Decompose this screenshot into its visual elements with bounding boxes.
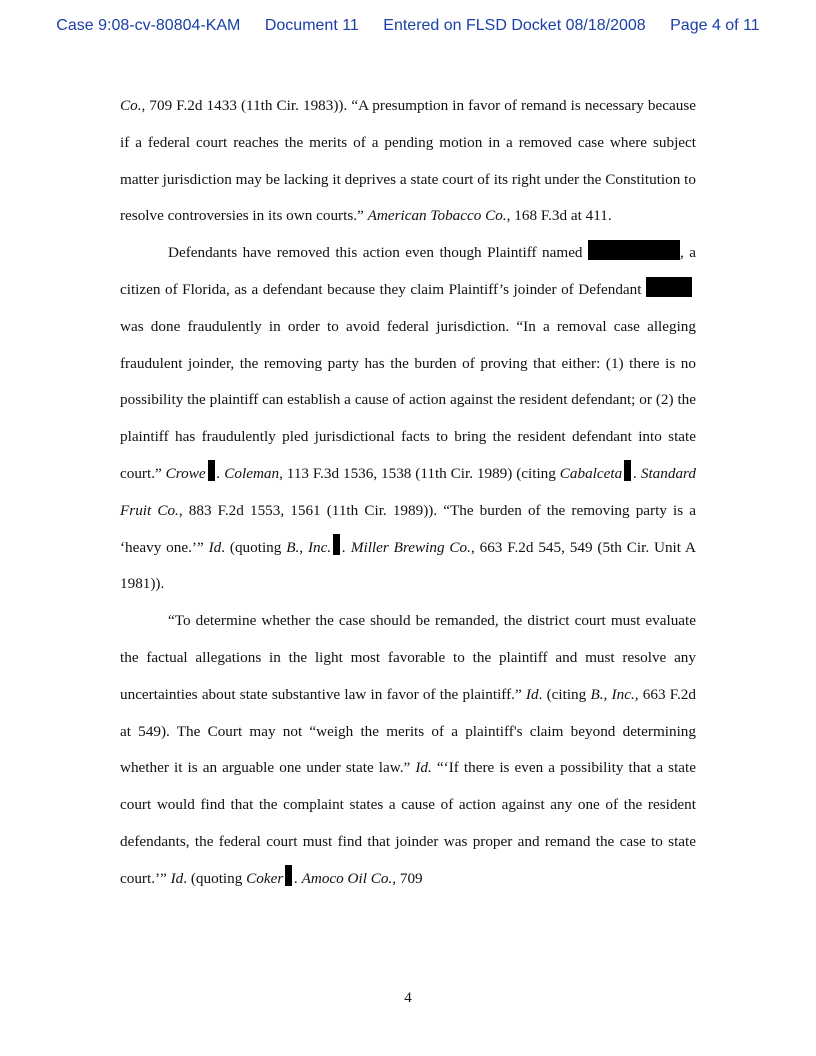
text-run: “‘If there is even a possibility that a state court would find that the complaint states a cause of action against any one of the resident defendants, the federal court must find that joinder was proper and remand the case to state court.’”: [120, 759, 696, 887]
citation: Id: [208, 538, 222, 556]
citation: American Tobacco Co.: [367, 207, 507, 225]
case-number: Case 9:08-cv-80804-KAM: [56, 17, 241, 34]
text-run: , 883 F.2d 1553, 1561 (11th Cir. 1989)). “The burden of the removing party is a ‘heavy one.’”: [120, 501, 696, 556]
text-run: , 663 F.2d 545, 549 (5th Cir. Unit A 1981)).: [120, 538, 696, 593]
page-of-pages: Page 4 of 11: [670, 17, 760, 34]
citation: Crowe: [165, 464, 206, 482]
text-run: Defendants have removed this action even though Plaintiff named: [168, 244, 588, 262]
citation: B., Inc.: [286, 538, 332, 556]
redaction-box: [285, 865, 292, 886]
paragraph-1: [120, 88, 696, 235]
text-run: , a citizen of Florida, as a defendant because they claim Plaintiff’s joinder of Defendant: [120, 244, 696, 298]
document-number: Document 11: [264, 17, 359, 34]
citation: . Standard Fruit Co.: [120, 464, 696, 519]
citation: Id: [525, 685, 539, 703]
citation: Co.: [120, 97, 142, 114]
text-run: , 709 F.2d 1433 (11th Cir. 1983)). “A presumption in favor of remand is necessary because if a federal court reaches the merits of a pending motion in a removed case where subject matter jurisdiction may be lacking it deprives a state court of its right under the Constitution to resolve controversies in its own courts.”: [120, 97, 696, 225]
text-run: , 709: [392, 869, 423, 887]
citation: B., Inc.,: [590, 685, 639, 703]
citation: . Amoco Oil Co.: [294, 869, 393, 887]
redaction-box: [588, 240, 680, 260]
document-body: [120, 88, 696, 898]
redaction-box: [646, 277, 692, 297]
text-run: . (citing: [538, 685, 591, 703]
page-number: 4: [404, 990, 412, 1006]
text-run: . (quoting: [221, 538, 287, 556]
text-run: , 113 F.3d 1536, 1538 (11th Cir. 1989) (citing: [279, 464, 560, 482]
citation: . Miller Brewing Co.: [342, 538, 471, 556]
docket-entry: Entered on FLSD Docket 08/18/2008: [383, 17, 646, 34]
citation: Id.: [415, 759, 432, 777]
paragraph-3: [120, 603, 696, 897]
citation: Id: [170, 869, 184, 887]
text-run: 663 F.2d at 549). The Court may not “weigh the merits of a plaintiff's claim beyond determining whether it is an arguable one under state law.”: [120, 685, 696, 777]
text-run: “To determine whether the case should be remanded, the district court must evaluate the factual allegations in the light most favorable to the plaintiff and must resolve any uncertainties about state substantive law in favor of the plaintiff.”: [120, 612, 696, 703]
redaction-box: [208, 460, 215, 481]
text-run: , 168 F.3d at 411.: [506, 207, 612, 225]
paragraph-2: [120, 235, 696, 603]
redaction-box: [333, 534, 340, 555]
citation: . Coleman: [216, 464, 280, 482]
citation: Coker: [246, 869, 284, 887]
text-run: was done fraudulently in order to avoid federal jurisdiction. “In a removal case alleging fraudulent joinder, the removing party has the burden of proving that either: (1) there is no possibility the plaintiff can establish a cause of action against the resident defendant; or (2) the plaintiff has fraudulently pled jurisdictional facts to bring the resident defendant into state court.”: [120, 317, 696, 482]
citation: Cabalceta: [559, 464, 623, 482]
redaction-box: [624, 460, 631, 481]
text-run: . (quoting: [183, 869, 247, 887]
docket-header: [0, 17, 816, 35]
